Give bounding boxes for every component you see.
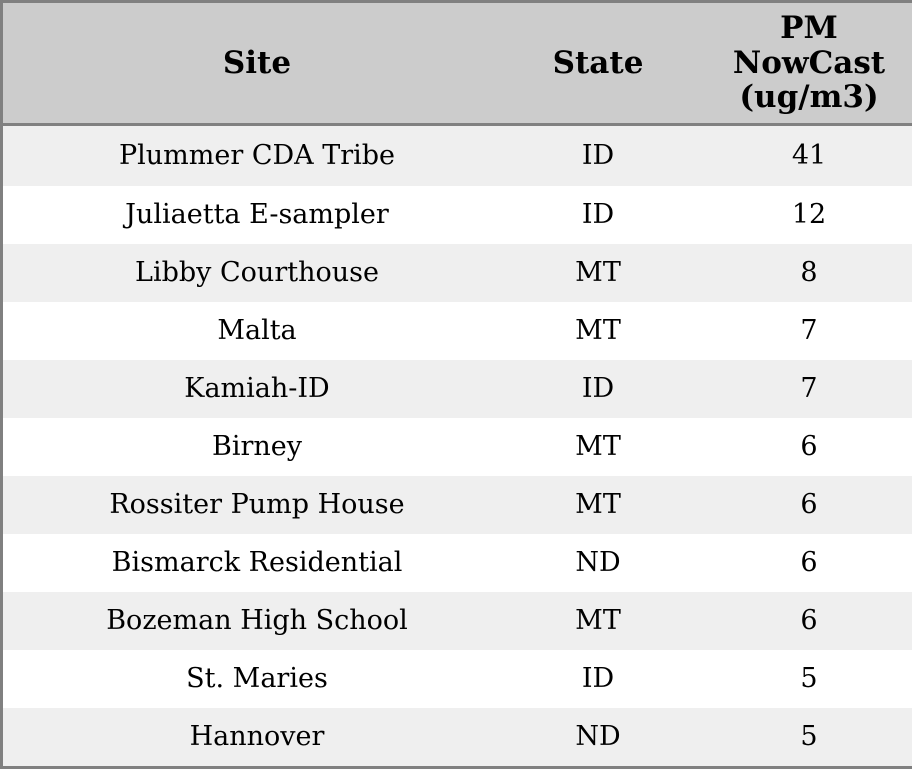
cell-site: Kamiah-ID	[184, 373, 330, 405]
cell-state: MT	[575, 257, 621, 289]
cell-pm-nowcast: 6	[800, 489, 818, 521]
cell-pm-nowcast: 7	[800, 373, 818, 405]
table-header	[3, 3, 912, 125]
cell-site: Rossiter Pump House	[109, 489, 405, 521]
column-header-pm-nowcast-line-2: NowCast	[732, 44, 886, 81]
cell-state: ID	[581, 663, 615, 695]
cell-state: MT	[575, 431, 621, 463]
cell-site: Birney	[211, 431, 302, 463]
column-header-site-line-1: Site	[222, 44, 292, 81]
column-header-state-line-1: State	[552, 44, 644, 81]
cell-site: Bozeman High School	[106, 605, 408, 637]
cell-site: Libby Courthouse	[135, 257, 379, 289]
column-header-pm-nowcast-line-3: (ug/m3)	[739, 79, 879, 116]
table-row	[3, 125, 912, 186]
cell-pm-nowcast: 6	[800, 605, 818, 637]
cell-pm-nowcast: 7	[800, 315, 818, 347]
cell-state: ID	[581, 373, 615, 405]
cell-state: ND	[575, 721, 621, 753]
table-row	[3, 360, 912, 418]
pm-nowcast-table	[3, 3, 912, 766]
table-row	[3, 186, 912, 244]
cell-state: MT	[575, 489, 621, 521]
column-header-pm-nowcast	[685, 3, 912, 125]
table-row	[3, 650, 912, 708]
table-row	[3, 302, 912, 360]
table-body	[3, 125, 912, 766]
table-row	[3, 592, 912, 650]
column-header-pm-nowcast-line-1: PM	[780, 10, 838, 46]
cell-state: MT	[575, 315, 621, 347]
cell-pm-nowcast: 41	[791, 140, 827, 172]
cell-state: ID	[581, 140, 615, 172]
table-row	[3, 244, 912, 302]
cell-site: Plummer CDA Tribe	[118, 140, 396, 172]
cell-pm-nowcast: 5	[800, 663, 818, 695]
cell-site: Juliaetta E-sampler	[125, 199, 389, 231]
cell-state: ND	[575, 547, 621, 579]
table-row	[3, 418, 912, 476]
cell-site: Bismarck Residential	[111, 547, 403, 579]
table-row	[3, 708, 912, 766]
column-header-site	[3, 3, 511, 125]
cell-pm-nowcast: 8	[800, 257, 818, 289]
cell-pm-nowcast: 6	[800, 547, 818, 579]
cell-pm-nowcast: 6	[800, 431, 818, 463]
table-row	[3, 476, 912, 534]
cell-site: Malta	[217, 315, 297, 347]
cell-site: St. Maries	[186, 663, 328, 695]
table-row	[3, 534, 912, 592]
cell-state: MT	[575, 605, 621, 637]
column-header-state	[511, 3, 685, 125]
cell-site: Hannover	[189, 721, 325, 753]
cell-state: ID	[581, 199, 615, 231]
cell-pm-nowcast: 5	[800, 721, 818, 753]
cell-pm-nowcast: 12	[791, 199, 827, 231]
table-header-row	[3, 3, 912, 125]
